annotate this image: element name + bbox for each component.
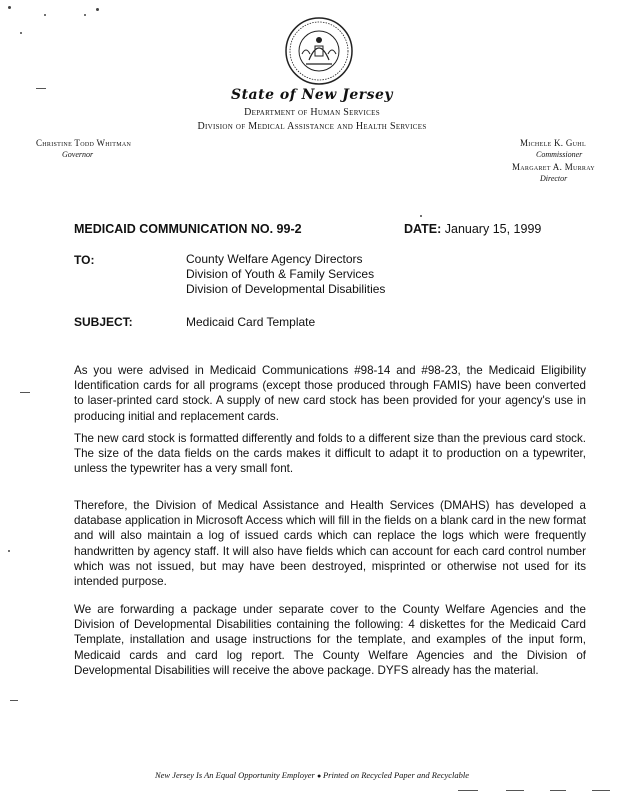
scan-dash [458,790,478,791]
date-label: DATE: [404,222,442,236]
to-label: TO: [74,253,95,267]
scan-speck [84,14,86,16]
scan-dash [20,392,30,393]
scan-speck [96,8,99,11]
division-name: Division of Medical Assistance and Health Services [197,121,427,132]
commissioner-title: Commissioner [536,150,583,159]
scan-speck [8,550,10,552]
communication-number-value: 99-2 [276,222,302,236]
scan-speck [8,6,11,9]
state-seal-icon [284,16,354,86]
recipient-item: Division of Youth & Family Services [186,267,375,281]
communication-number-label: MEDICAID COMMUNICATION NO. [74,222,274,236]
scan-dash [36,88,46,89]
body-paragraph: We are forwarding a package under separate cover to the County Welfare Agencies and the Division of Developmental Disabilities containing the following: 4 diskettes for the Medicaid Card Template, installation and usage instructions for the template, and examples of the input form, Medicaid cards and card log report. The County Welfare Agencies and the Division of Developmental Disabilities will receive the above package. DYFS already has the material. [74,603,586,677]
director-block [512,162,595,184]
footer-line [0,770,624,780]
commissioner-name: Michele K. Guhl [520,138,586,148]
scan-dash [506,790,524,791]
recipient-item: County Welfare Agency Directors [186,252,363,266]
scan-dash [550,790,566,791]
director-name: Margaret A. Murray [512,162,595,172]
footer-recycled: Printed on Recycled Paper and Recyclable [322,770,470,780]
governor-name: Christine Todd Whitman [36,138,132,148]
subject-label: SUBJECT: [74,315,133,329]
recipient-item: Division of Developmental Disabilities [186,282,386,296]
state-title: State of New Jersey [230,87,394,103]
governor-block [36,138,131,160]
scan-speck [44,14,46,16]
scan-dash [10,700,18,701]
scan-speck [420,215,422,217]
body-paragraph: Therefore, the Division of Medical Assistance and Health Services (DMAHS) has developed a database application in Microsoft Access which will fill in the fields on a blank card in the new format and will also maintain a log of issued cards which can replace the logs which were frequently handwritten by agency staff. It will also have fields which can account for each card control number which was not issued, but may have been destroyed, misprinted or otherwise not used for its intended purpose. [74,499,586,589]
bullet-icon: ● [316,772,323,780]
date-value: January 15, 1999 [444,222,542,236]
department-name: Department of Human Services [244,107,380,118]
commissioner-block [520,138,586,160]
footer-eoe: New Jersey Is An Equal Opportunity Employer [154,770,315,780]
scan-dash [592,790,610,791]
subject-text: Medicaid Card Template [186,315,316,329]
director-title: Director [540,174,568,183]
governor-title: Governor [62,150,94,159]
communication-number-line [74,222,302,236]
body-paragraph: As you were advised in Medicaid Communications #98-14 and #98-23, the Medicaid Eligibility Identification cards for all programs (except those produced through FAMIS) have been converted to laser-printed card stock. A supply of new card stock has been provided for your agency's use in producing initial and replacement cards. [74,364,586,423]
scan-speck [20,32,22,34]
recipient-list [186,252,385,297]
body-paragraph: The new card stock is formatted differently and folds to a different size than the previous card stock. The size of the data fields on the cards makes it difficult to adapt it to production on a typewriter, unless the typewriter has a very small font. [74,432,586,476]
date-line [404,222,541,236]
